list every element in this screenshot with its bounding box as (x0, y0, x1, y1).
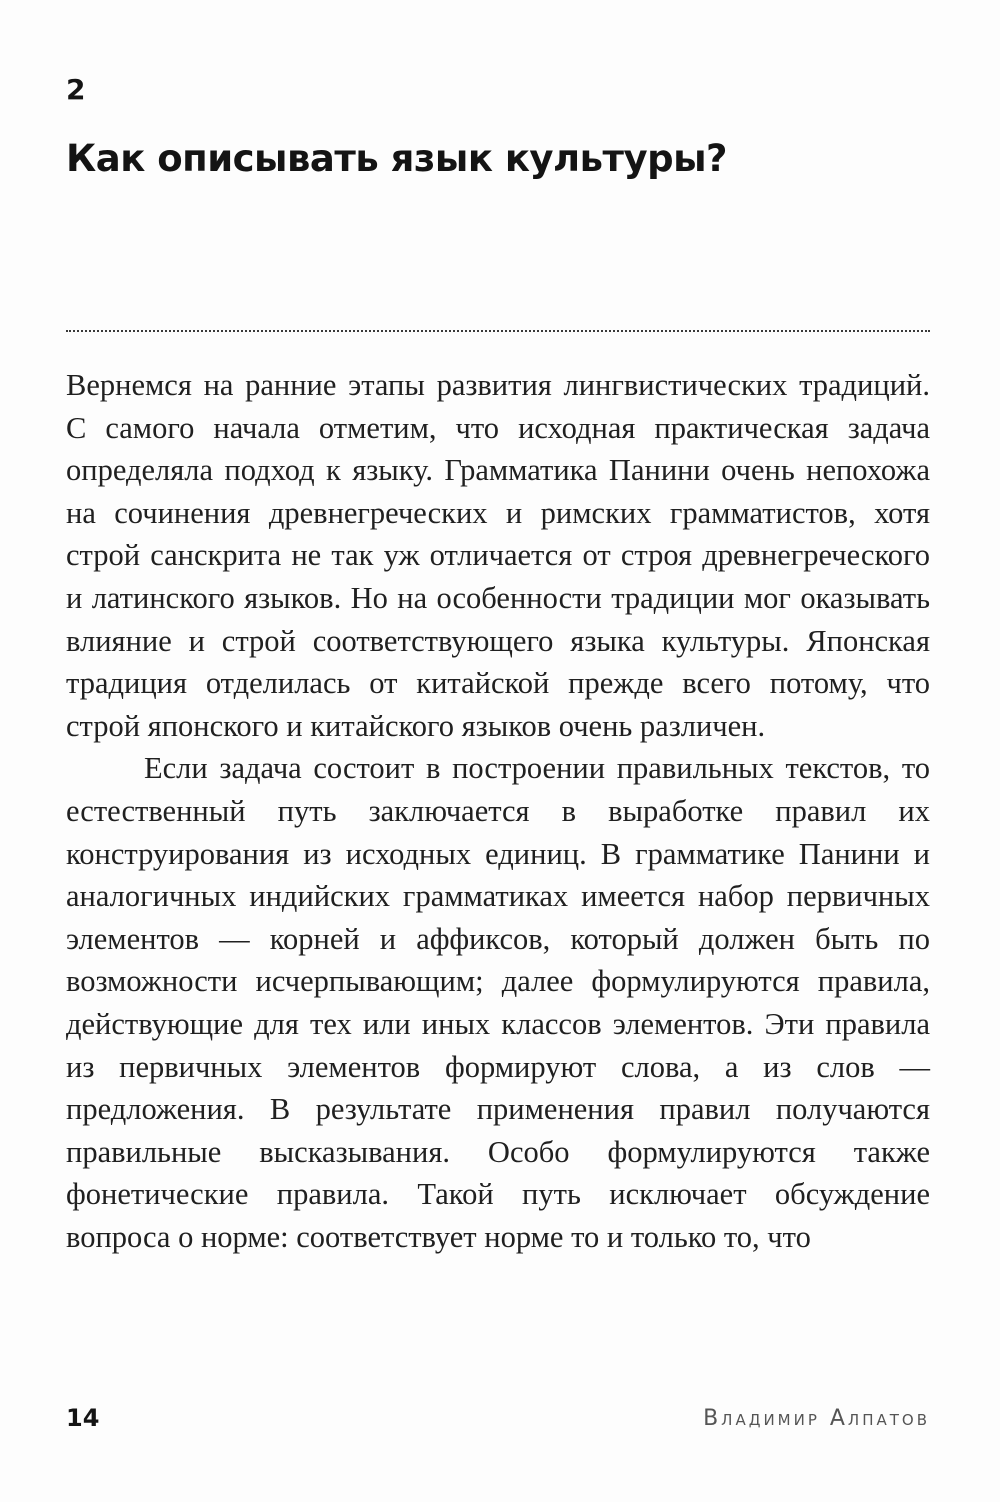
body-text (66, 364, 930, 1258)
running-footer-author: Владимир Алпатов (703, 1406, 930, 1431)
chapter-title: Как описывать язык культуры? (66, 137, 728, 180)
paragraph: Вернемся на ранние этапы развития лингвистических традиций. С самого начала отметим, что исходная практическая задача определяла подход к языку. Грамматика Панини очень непохожа на сочинения древнегреческих и римских грамматистов, хотя строй санскрита не так уж отличается от строя древнегреческого и латинского языков. Но на особенности традиции мог оказывать влияние и строй соответствующего языка культуры. Японская традиция отделилась от китайской прежде всего потому, что строй японского и китайского языков очень различен. (66, 368, 930, 743)
paragraph: Если задача состоит в построении правильных текстов, то естественный путь заключается в выработке правил их конструирования из исходных единиц. В грамматике Панини и аналогичных индийских грамматиках имеется набор первичных элементов — корней и аффиксов, который должен быть по возможности исчерпывающим; далее формулируются правила, действующие для тех или иных классов элементов. Эти правила из первичных элементов формируют слова, а из слов — предложения. В результате применения правил получаются правильные высказывания. Особо формулируются также фонетические правила. Такой путь исключает обсуждение вопроса о норме: соответствует норме то и только то, что (66, 751, 930, 1254)
page-number: 14 (66, 1404, 100, 1432)
chapter-number: 2 (66, 73, 86, 106)
dotted-divider (66, 330, 930, 332)
